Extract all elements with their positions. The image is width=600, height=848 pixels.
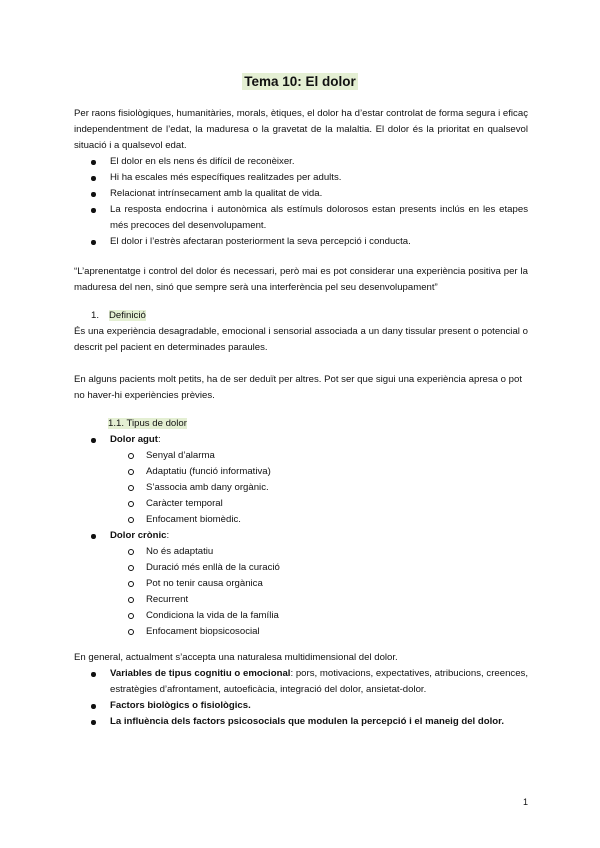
list-item (74, 666, 528, 698)
acute-pain-item (74, 432, 528, 448)
section-1-heading (91, 308, 146, 324)
list-item: El dolor en els nens és difícil de reconèixer. (74, 154, 528, 170)
list-item: Enfocament biomèdic. (74, 512, 528, 528)
deduced-paragraph: En alguns pacients molt petits, ha de ser deduït per altres. Pot ser que sigui una experiència apresa o pot no haver-hi experiències prèvies. (74, 374, 522, 401)
cognitive-variables-label: Variables de tipus cognitiu o emocional (110, 668, 291, 679)
list-item: Senyal d’alarma (74, 448, 528, 464)
acute-pain-colon: : (157, 434, 161, 445)
quote-paragraph: “L’aprenentatge i control del dolor és necessari, però mai es pot considerar una experiència positiva per la maduresa del nen, sinó que sempre serà una interferència pel seu desenvolupament” (74, 266, 528, 293)
section-1-number: 1. (91, 310, 100, 321)
list-item: Relacionat intrínsecament amb la qualitat de vida. (74, 186, 528, 202)
list-item: No és adaptatiu (74, 544, 528, 560)
intro-paragraph: Per raons fisiològiques, humanitàries, morals, ètiques, el dolor ha d’estar controlat de forma segura i eficaç independentment de l’edat, la maduresa o la gravetat de la malaltia. El dolor és la prioritat en qualsevol situació i a qualsevol edat. (74, 108, 528, 151)
page-title: Tema 10: El dolor (244, 74, 356, 89)
list-item: El dolor i l’estrès afectaran posteriorment la seva percepció i conducta. (74, 234, 528, 250)
title-wrapper (0, 73, 600, 91)
cognitive-variables-text: : pors, motivacions, expectatives, atribucions, creences, estratègies d’afrontament, autoeficàcia, integració del dolor, ansietat-dolor. (110, 668, 528, 695)
list-item: Duració més enllà de la curació (74, 560, 528, 576)
list-item: Pot no tenir causa orgànica (74, 576, 528, 592)
psychosocial-factors-label: La influència dels factors psicosocials que modulen la percepció i el maneig del dolor. (110, 716, 504, 727)
intro-bullet-list (74, 154, 528, 250)
list-item (74, 714, 528, 730)
chronic-pain-item (74, 528, 528, 544)
section-1-title: Definició (109, 310, 146, 321)
section-1-1-title: 1.1. Tipus de dolor (108, 418, 187, 429)
chronic-pain-colon: : (166, 530, 170, 541)
section-1-1-heading (108, 416, 187, 432)
definition-paragraph: És una experiència desagradable, emocional i sensorial associada a un dany tissular present o potencial o descrit pel pacient en determinades paraules. (74, 326, 528, 353)
pain-types-list (74, 432, 528, 640)
list-item: Adaptatiu (funció informativa) (74, 464, 528, 480)
list-item (74, 698, 528, 714)
acute-pain-label: Dolor agut (110, 434, 158, 445)
list-item: Recurrent (74, 592, 528, 608)
list-item: La resposta endocrina i autonòmica als estímuls dolorosos estan presents inclús en les etapes més precoces del desenvolupament. (74, 202, 528, 234)
list-item: Caràcter temporal (74, 496, 528, 512)
list-item: S’associa amb dany orgànic. (74, 480, 528, 496)
list-item: Enfocament biopsicosocial (74, 624, 528, 640)
chronic-pain-label: Dolor crònic (110, 530, 167, 541)
general-bullet-list (74, 666, 528, 730)
general-paragraph: En general, actualment s’accepta una naturalesa multidimensional del dolor. (74, 652, 398, 663)
page-number: 1 (522, 797, 528, 807)
list-item: Hi ha escales més específiques realitzades per adults. (74, 170, 528, 186)
biological-factors-label: Factors biològics o fisiològics. (110, 700, 251, 711)
list-item: Condiciona la vida de la família (74, 608, 528, 624)
